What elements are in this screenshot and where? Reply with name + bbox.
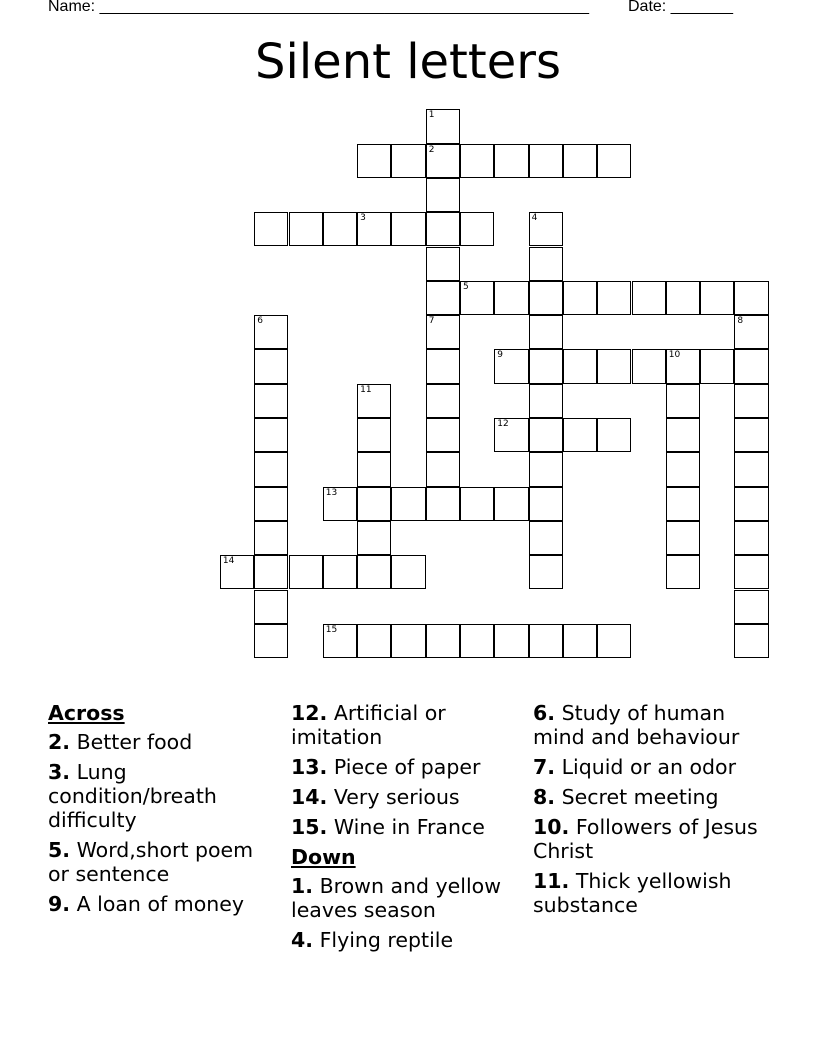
crossword-cell[interactable] — [494, 281, 528, 315]
clue-number: 3 — [360, 213, 366, 224]
crossword-cell[interactable] — [734, 315, 768, 349]
crossword-cell[interactable] — [529, 281, 563, 315]
crossword-cell[interactable] — [529, 452, 563, 486]
clue-number: 9 — [497, 350, 504, 361]
page-title: Silent letters — [255, 34, 561, 90]
crossword-cell[interactable] — [632, 281, 666, 315]
crossword-cell[interactable] — [391, 487, 425, 521]
crossword-cell[interactable] — [666, 521, 700, 555]
crossword-cell[interactable] — [529, 384, 563, 418]
crossword-cell[interactable] — [563, 349, 597, 383]
crossword-cell[interactable] — [357, 418, 391, 452]
crossword-cell[interactable] — [563, 144, 597, 178]
crossword-cell[interactable] — [289, 555, 323, 589]
clue-number: 15 — [325, 624, 338, 635]
clue-across-9: 9. A loan of money — [48, 892, 244, 916]
clue-number: 6 — [257, 316, 263, 327]
crossword-cell[interactable] — [357, 555, 391, 589]
crossword-cell[interactable] — [391, 624, 425, 658]
clue-number: 11 — [360, 384, 372, 395]
crossword-cell[interactable] — [426, 178, 460, 212]
crossword-cell[interactable] — [494, 624, 528, 658]
crossword-cell[interactable] — [734, 418, 768, 452]
crossword-cell[interactable] — [597, 349, 631, 383]
clue-across-5: 5. Word,short poem or sentence — [48, 838, 254, 886]
clue-down-10: 10. Followers of Jesus Christ — [533, 815, 758, 863]
crossword-cell[interactable] — [426, 247, 460, 281]
crossword-cell[interactable] — [666, 487, 700, 521]
clue-across-14: 14. Very serious — [291, 785, 460, 809]
clue-number: 14 — [222, 556, 235, 567]
crossword-cell[interactable] — [529, 418, 563, 452]
crossword-cell[interactable] — [254, 555, 288, 589]
clue-across-15: 15. Wine in France — [291, 815, 485, 839]
crossword-cell[interactable] — [357, 384, 391, 418]
crossword-cell[interactable] — [529, 521, 563, 555]
crossword-cell[interactable] — [734, 555, 768, 589]
clue-down-11: 11. Thick yellowish substance — [533, 869, 732, 917]
clue-column-1 — [48, 701, 280, 922]
crossword-cell[interactable] — [734, 624, 768, 658]
crossword-cell[interactable] — [254, 349, 288, 383]
crossword-cell[interactable] — [734, 349, 768, 383]
clue-number: 13 — [325, 487, 338, 498]
crossword-cell[interactable] — [460, 212, 494, 246]
crossword-cell[interactable] — [391, 555, 425, 589]
crossword-cell[interactable] — [426, 315, 460, 349]
crossword-cell[interactable] — [666, 384, 700, 418]
crossword-cell[interactable] — [254, 212, 288, 246]
clue-column-3 — [533, 701, 773, 923]
crossword-cell[interactable] — [494, 349, 528, 383]
crossword-cell[interactable] — [666, 555, 700, 589]
crossword-cell[interactable] — [426, 384, 460, 418]
crossword-cell[interactable] — [254, 384, 288, 418]
crossword-cell[interactable] — [254, 624, 288, 658]
crossword-cell[interactable] — [426, 418, 460, 452]
crossword-cell[interactable] — [426, 281, 460, 315]
clue-number: 10 — [668, 350, 681, 361]
clue-number: 7 — [428, 316, 435, 327]
crossword-cell[interactable] — [563, 281, 597, 315]
clue-down-1: 1. Brown and yellow leaves season — [291, 874, 501, 922]
crossword-cell[interactable] — [529, 144, 563, 178]
down-heading: Down — [291, 845, 356, 869]
crossword-cell[interactable] — [254, 590, 288, 624]
crossword-cell[interactable] — [734, 487, 768, 521]
crossword-cell[interactable] — [426, 487, 460, 521]
clue-number: 2 — [428, 144, 435, 155]
crossword-cell[interactable] — [597, 144, 631, 178]
crossword-cell[interactable] — [357, 212, 391, 246]
clue-down-6: 6. Study of human mind and behaviour — [533, 701, 740, 749]
crossword-cell[interactable] — [391, 212, 425, 246]
crossword-cell[interactable] — [734, 281, 768, 315]
clue-number: 5 — [463, 281, 469, 292]
crossword-cell[interactable] — [734, 384, 768, 418]
crossword-cell[interactable] — [220, 555, 254, 589]
clue-across-2: 2. Better food — [48, 730, 193, 754]
crossword-cell[interactable] — [734, 590, 768, 624]
clue-down-7: 7. Liquid or an odor — [533, 755, 737, 779]
crossword-cell[interactable] — [460, 144, 494, 178]
crossword-cell[interactable] — [323, 624, 357, 658]
crossword-cell[interactable] — [734, 452, 768, 486]
crossword-cell[interactable] — [529, 212, 563, 246]
name-field-label: Name: _______________________________________________________ — [48, 0, 589, 15]
crossword-cell[interactable] — [357, 452, 391, 486]
crossword-cell[interactable] — [597, 281, 631, 315]
crossword-cell[interactable] — [494, 144, 528, 178]
crossword-cell[interactable] — [289, 212, 323, 246]
crossword-cell[interactable] — [426, 212, 460, 246]
crossword-cell[interactable] — [426, 109, 460, 143]
crossword-cell[interactable] — [357, 144, 391, 178]
crossword-cell[interactable] — [666, 452, 700, 486]
clue-across-12: 12. Artificial or imitation — [291, 701, 446, 749]
clue-number: 8 — [737, 316, 744, 327]
crossword-cell[interactable] — [666, 418, 700, 452]
crossword-cell[interactable] — [529, 247, 563, 281]
crossword-cell[interactable] — [460, 624, 494, 658]
crossword-cell[interactable] — [357, 521, 391, 555]
crossword-cell[interactable] — [563, 418, 597, 452]
crossword-cell[interactable] — [426, 144, 460, 178]
crossword-cell[interactable] — [494, 418, 528, 452]
crossword-cell[interactable] — [597, 624, 631, 658]
crossword-cell[interactable] — [529, 624, 563, 658]
crossword-cell[interactable] — [632, 349, 666, 383]
crossword-cell[interactable] — [460, 281, 494, 315]
crossword-cell[interactable] — [323, 487, 357, 521]
clue-across-13: 13. Piece of paper — [291, 755, 481, 779]
crossword-cell[interactable] — [391, 144, 425, 178]
crossword-cell[interactable] — [254, 452, 288, 486]
crossword-cell[interactable] — [563, 624, 597, 658]
crossword-cell[interactable] — [323, 212, 357, 246]
across-heading: Across — [48, 701, 125, 725]
crossword-cell[interactable] — [426, 452, 460, 486]
clue-column-2 — [291, 701, 523, 958]
crossword-cell[interactable] — [254, 418, 288, 452]
crossword-cell[interactable] — [529, 487, 563, 521]
crossword-cell[interactable] — [357, 487, 391, 521]
crossword-cell[interactable] — [700, 281, 734, 315]
crossword-cell[interactable] — [494, 487, 528, 521]
clue-down-4: 4. Flying reptile — [291, 928, 454, 952]
crossword-cell[interactable] — [666, 349, 700, 383]
crossword-cell[interactable] — [529, 555, 563, 589]
clue-number: 4 — [531, 213, 538, 224]
clue-number: 1 — [428, 110, 435, 121]
crossword-cell[interactable] — [254, 521, 288, 555]
crossword-cell[interactable] — [666, 281, 700, 315]
clue-down-8: 8. Secret meeting — [533, 785, 719, 809]
crossword-cell[interactable] — [529, 315, 563, 349]
crossword-cell[interactable] — [700, 349, 734, 383]
crossword-cell[interactable] — [597, 418, 631, 452]
clue-across-3: 3. Lung condition/breath difficulty — [48, 760, 217, 832]
crossword-cell[interactable] — [357, 624, 391, 658]
crossword-cell[interactable] — [734, 521, 768, 555]
crossword-cell[interactable] — [529, 349, 563, 383]
date-field-label: Date: _______ — [628, 0, 733, 15]
crossword-cell[interactable] — [254, 315, 288, 349]
crossword-cell[interactable] — [426, 624, 460, 658]
crossword-cell[interactable] — [460, 487, 494, 521]
crossword-cell[interactable] — [426, 349, 460, 383]
crossword-cell[interactable] — [323, 555, 357, 589]
clue-number: 12 — [497, 419, 509, 429]
crossword-cell[interactable] — [254, 487, 288, 521]
